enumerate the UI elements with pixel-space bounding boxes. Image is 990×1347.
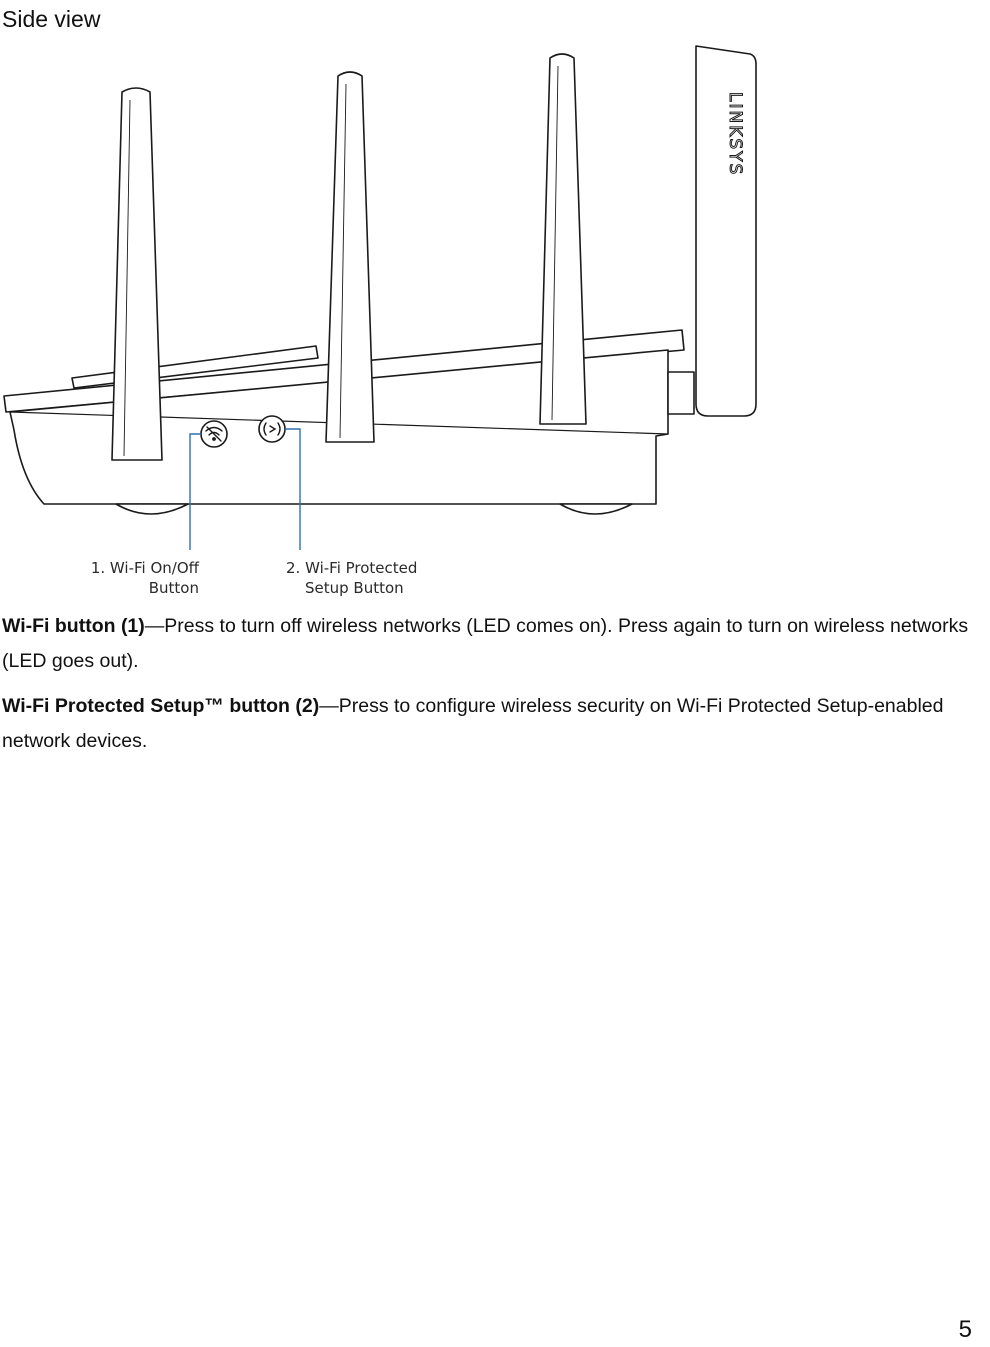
callout-2-line1: 2. Wi-Fi Protected (286, 559, 418, 577)
wps-button-description (2, 689, 982, 759)
callout-1-line1: 1. Wi-Fi On/Off (90, 559, 199, 577)
router-foot-right (560, 504, 632, 514)
wps-button (259, 416, 285, 442)
router-foot-left (116, 504, 188, 514)
wifi-button-description (2, 609, 982, 679)
section-heading: Side view (2, 6, 101, 32)
callout-1-line2: Button (148, 579, 199, 597)
router-side-view-figure (0, 40, 990, 605)
antenna-1 (112, 88, 162, 460)
wps-button-term: Wi-Fi Protected Setup™ button (2) (2, 695, 320, 717)
rear-connector (668, 372, 694, 414)
router-illustration (0, 40, 990, 605)
callout-2-line2: Setup Button (305, 579, 404, 597)
wps-button-text: —Press to configure wireless security on Wi-Fi Protected Setup-enabled network devices. (2, 695, 944, 752)
wifi-button-term: Wi-Fi button (1) (2, 615, 145, 637)
antenna-3 (540, 54, 586, 424)
page-number: 5 (958, 1316, 972, 1343)
wifi-button-text: —Press to turn off wireless networks (LED comes on). Press again to turn on wireless networks (LED goes out). (2, 615, 969, 672)
brand-logo-text: LINKSYS (725, 92, 745, 177)
antenna-2 (326, 72, 374, 442)
